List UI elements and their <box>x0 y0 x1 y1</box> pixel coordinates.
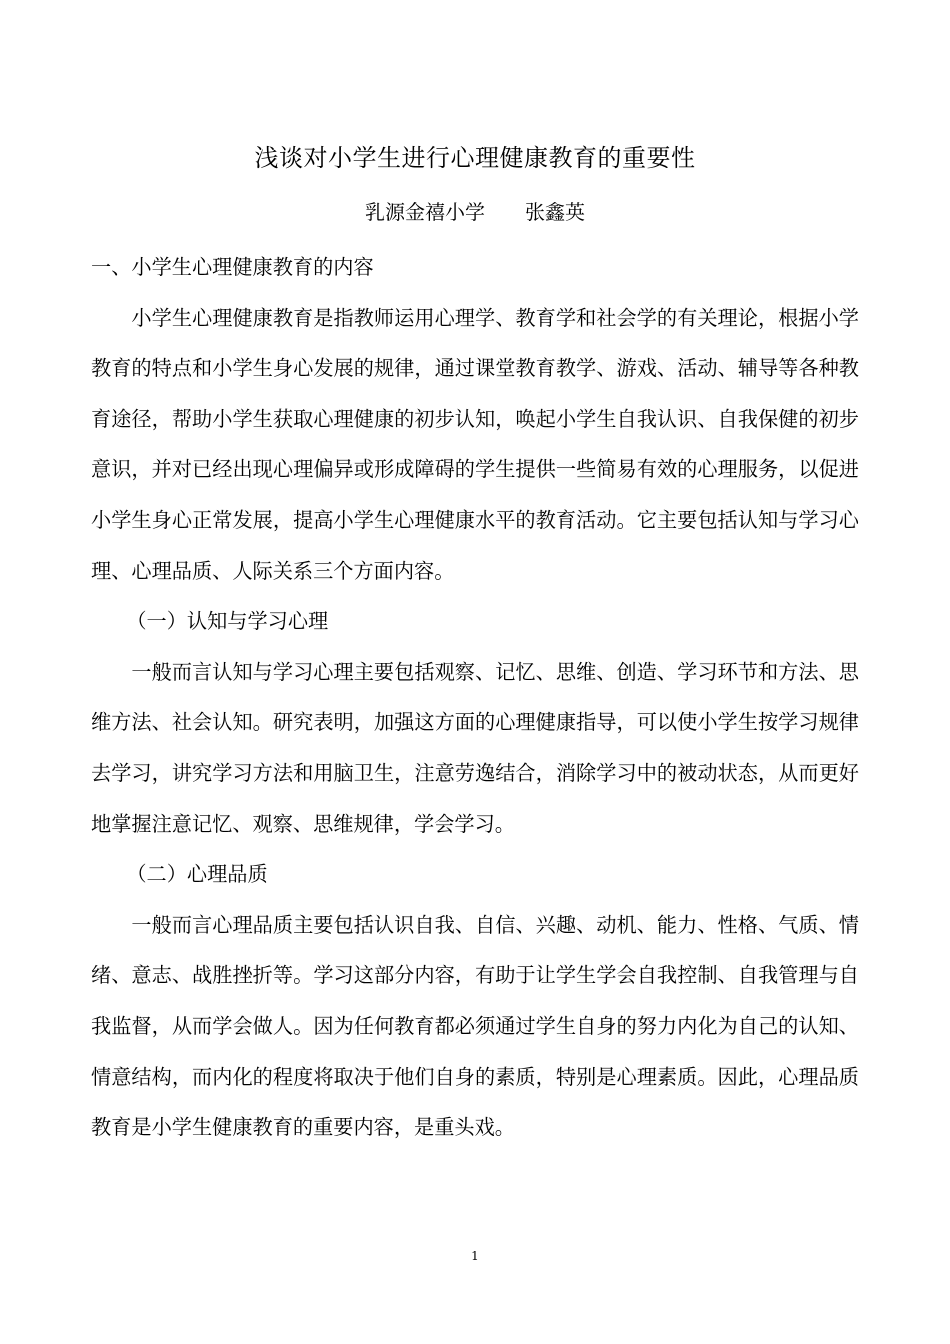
subsection-2-heading: （二）心理品质 <box>126 862 268 887</box>
section-heading: 一、小学生心理健康教育的内容 <box>91 255 374 279</box>
author-line: 乳源金禧小学 张鑫英 <box>365 200 585 224</box>
page-number: 1 <box>471 1249 479 1263</box>
subsection-1-heading: （一）认知与学习心理 <box>126 609 329 634</box>
document-body <box>91 242 859 1153</box>
subsection-1-paragraph: 一般而言认知与学习心理主要包括观察、记忆、思维、创造、学习环节和方法、思维方法、社会认知。研究表明，加强这方面的心理健康指导，可以使小学生按学习规律去学习，讲究学习方法和用脑卫生，注意劳逸结合，消除学习中的被动状态，从而更好地掌握注意记忆、观察、思维规律，学会学习。 <box>91 659 859 836</box>
document-title: 浅谈对小学生进行心理健康教育的重要性 <box>254 144 696 172</box>
subsection-2-paragraph: 一般而言心理品质主要包括认识自我、自信、兴趣、动机、能力、性格、气质、情绪、意志、战胜挫折等。学习这部分内容，有助于让学生学会自我控制、自我管理与自我监督，从而学会做人。因为任何教育都必须通过学生自身的努力内化为自己的认知、情意结构，而内化的程度将取决于他们自身的素质，特别是心理素质。因此，心理品质教育是小学生健康教育的重要内容，是重头戏。 <box>91 912 859 1140</box>
intro-paragraph: 小学生心理健康教育是指教师运用心理学、教育学和社会学的有关理论，根据小学教育的特点和小学生身心发展的规律，通过课堂教育教学、游戏、活动、辅导等各种教育途径，帮助小学生获取心理健康的初步认知，唤起小学生自我认识、自我保健的初步意识，并对已经出现心理偏异或形成障碍的学生提供一些简易有效的心理服务，以促进小学生身心正常发展，提高小学生心理健康水平的教育活动。它主要包括认知与学习心理、心理品质、人际关系三个方面内容。 <box>91 305 859 583</box>
